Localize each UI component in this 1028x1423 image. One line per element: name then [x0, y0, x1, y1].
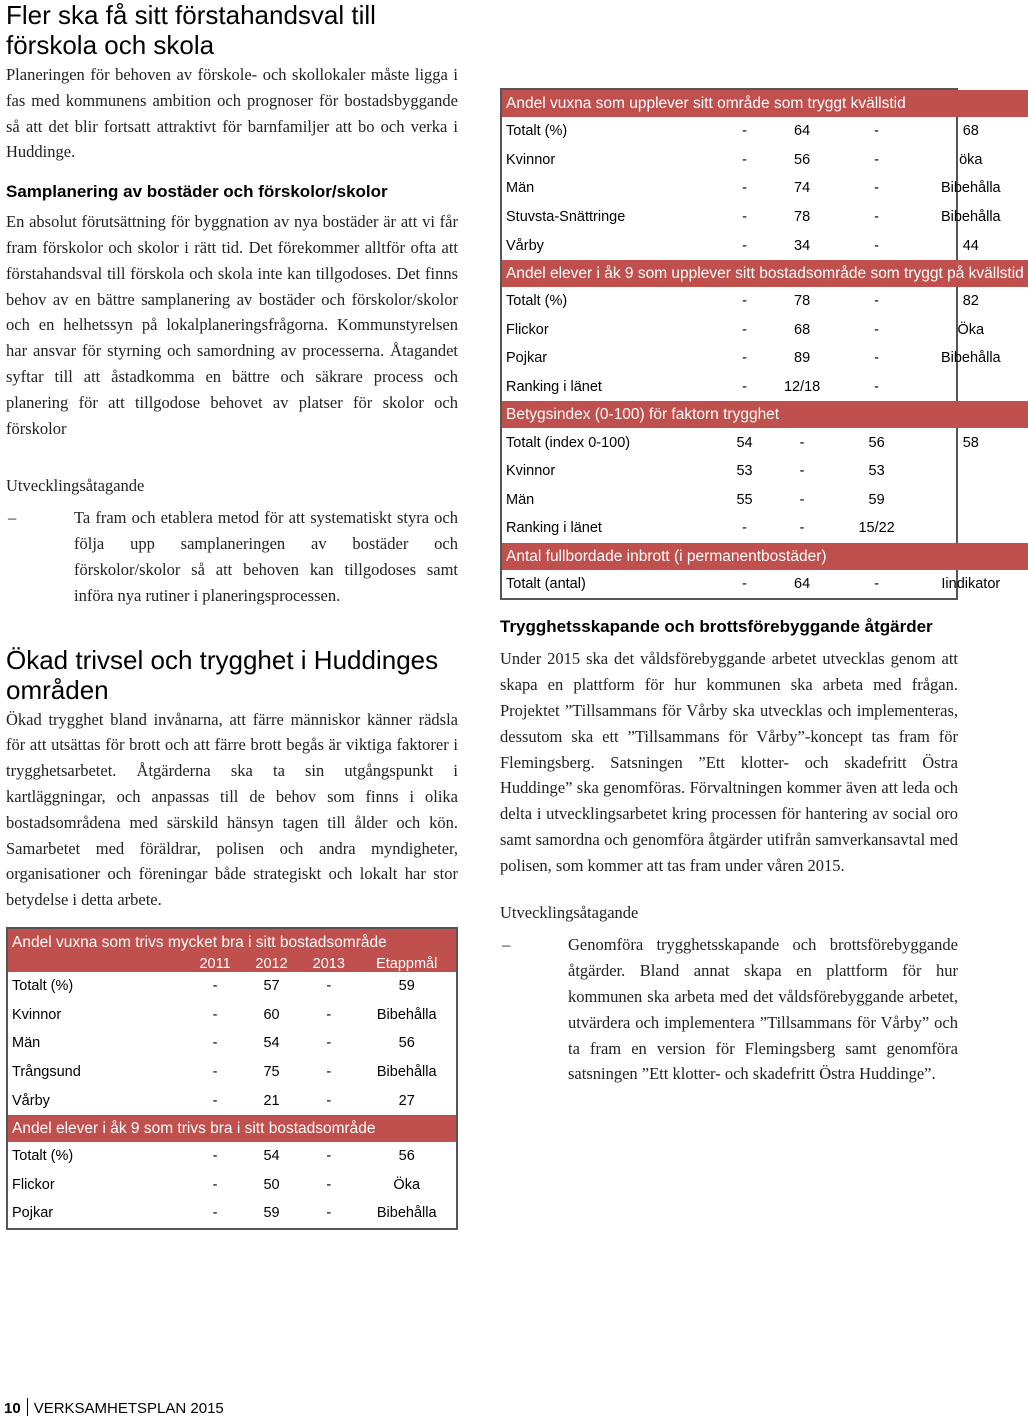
right-column	[500, 0, 1024, 1087]
table-cell: Bibehålla	[376, 1006, 437, 1023]
bullet-text: Genomföra trygghetsskapande och brottsförebyggande åtgärder. Bland annat skapa en plattform för hur kommunen ska arbeta med det våldsförebyggande arbetet, utvärdera och implementera ”Tillsammans för Vårby” och ta fram en version för Flemingsberg samt genomföra satsningen ”Ett klotter- och skadefritt Östra Huddinge”.	[568, 935, 958, 1084]
trygghet-paragraph: Under 2015 ska det våldsförebyggande arbetet utvecklas genom att skapa en plattform för hur kommunen ska arbeta med frågan. Projektet ”Tillsammans för Vårby ska utvecklas och implementeras, dessutom ska ett ”Tillsammans för Vårby”-koncept tas fram för Flemingsberg. Satsningen ”Ett klotter- och skadefritt Östra Huddinge” ska genomföras. Förvaltningen kommer även att leda och delta i utvecklingsarbetet kring processen för hantering av social oro samt samordna och genomföra åtgärder utifrån samverkansavtal med polisen, som kommer att tas fram under våren 2015.	[500, 649, 958, 875]
table-cell: 53	[736, 463, 753, 480]
table-header-row	[502, 260, 1028, 287]
rows-group	[502, 570, 1028, 599]
table-row	[502, 146, 1028, 175]
bullet-text: Ta fram och etablera metod för att systematiskt styra och följa upp samplaneringen av bostäder och förskolor/skolor så att behoven kan tillgodoses samt införa nya rutiner i planeringsprocessen.	[74, 508, 458, 605]
year-cell	[8, 956, 187, 972]
table-cell: -	[212, 1035, 218, 1052]
bullet-dash: –	[8, 508, 17, 528]
table-cell: 53	[868, 463, 885, 480]
row-label: Vårby	[506, 237, 544, 254]
trivsel-table	[6, 927, 458, 1230]
table-cell: -	[326, 1148, 332, 1165]
table-cell: 78	[794, 209, 811, 226]
year-cell: Etappmål	[357, 956, 456, 972]
table-cell: -	[212, 978, 218, 995]
row-label: Män	[506, 180, 535, 197]
table-cell: -	[799, 434, 805, 451]
table-cell: 68	[962, 123, 979, 140]
commitment-bullet	[500, 932, 958, 1087]
table-cell: 64	[794, 576, 811, 593]
row-label: Kvinnor	[506, 151, 556, 168]
table-cell: -	[742, 237, 747, 254]
table-cell: Bibehålla	[940, 209, 1001, 226]
table-row	[8, 1029, 456, 1058]
table-header: Andel elever i åk 9 som upplever sitt bostadsområde som tryggt på kvällstid	[502, 260, 1028, 287]
table-cell: 64	[794, 123, 811, 140]
table-row	[8, 1058, 456, 1087]
document-title: VERKSAMHETSPLAN 2015	[33, 1400, 224, 1417]
table-cell: -	[326, 1092, 332, 1109]
table-cell: 60	[263, 1006, 280, 1023]
heading-trygghetsskapande: Trygghetsskapande och brottsförebyggande åtgärder	[500, 617, 933, 637]
table-header: Andel vuxna som trivs mycket bra i sitt bostadsområde	[8, 929, 456, 956]
table-cell	[914, 514, 1028, 543]
table-cell: -	[742, 209, 747, 226]
table-header: Betygsindex (0-100) för faktorn trygghet	[502, 401, 1028, 428]
row-label: Män	[12, 1035, 41, 1052]
trivsel-paragraph: Ökad trygghet bland invånarna, att färre människor känner rädsla för att utsättas för brott och att färre brott begås är viktiga faktorer i trygghetsarbetet. Åtgärderna ska ta sin utgångspunkt i kartläggningar, och anpassas till de behov som finns i olika bostadsområdena med särskild hänsyn tagen till ålder och kön. Samarbetet med föräldrar, polisen och andra myndigheter, organisationer och föreningar både strategiskt och lokalt har stor betydelse i detta arbete.	[6, 709, 458, 910]
table-cell: Iindikator	[941, 576, 1001, 593]
table-cell: -	[212, 1148, 218, 1165]
table-cell: -	[874, 379, 880, 396]
table-cell: -	[742, 576, 747, 593]
table-row	[8, 1199, 456, 1228]
table-row	[8, 1001, 456, 1030]
table-cell: -	[874, 350, 880, 367]
table-cell: 15/22	[858, 520, 895, 537]
row-label: Totalt (%)	[506, 123, 568, 140]
table-row	[502, 203, 1028, 232]
table-row	[502, 373, 1028, 402]
table-cell: 54	[263, 1035, 280, 1052]
table-cell: 89	[794, 350, 811, 367]
bullet-dash: –	[502, 935, 511, 955]
table-cell: -	[742, 180, 747, 197]
table-cell: 58	[962, 434, 979, 451]
section-title-forstahandsval: Fler ska få sitt förstahandsval till förskola och skola	[6, 0, 376, 60]
table-row	[8, 1086, 456, 1115]
row-label: Totalt (antal)	[506, 576, 586, 593]
table-row	[502, 486, 1028, 515]
table-cell: 75	[263, 1064, 280, 1080]
table-row	[8, 1170, 456, 1199]
table-header-row	[502, 401, 1028, 428]
table-header: Andel elever i åk 9 som trivs bra i sitt bostadsområde	[8, 1115, 456, 1142]
table-cell: -	[874, 123, 880, 140]
row-label: Stuvsta-Snättringe	[506, 209, 626, 226]
row-label: Trångsund	[12, 1064, 81, 1080]
table-cell: -	[874, 293, 880, 310]
table-cell: -	[742, 123, 747, 140]
row-label: Kvinnor	[506, 463, 556, 480]
table-cell: 55	[736, 491, 753, 508]
table-cell: 54	[736, 434, 753, 451]
row-label: Ranking i länet	[506, 520, 602, 537]
row-label: Män	[506, 491, 535, 508]
table-cell: -	[742, 293, 747, 310]
table-cell: -	[212, 1006, 218, 1023]
row-label: Kvinnor	[12, 1006, 62, 1023]
rows-group	[502, 428, 1028, 542]
table-cell: 59	[263, 1205, 280, 1222]
table-cell: 68	[794, 321, 811, 338]
table-cell: Öka	[393, 1176, 421, 1193]
table-header-row	[8, 1115, 456, 1142]
rows-group	[502, 117, 1028, 260]
year-cell: 2013	[300, 956, 357, 972]
commitment-label: Utvecklingsåtagande	[6, 476, 145, 496]
table-header: Andel vuxna som upplever sitt område som tryggt kvällstid	[502, 90, 1028, 117]
table-row	[502, 514, 1028, 543]
page-footer	[4, 1398, 224, 1417]
table-cell: -	[326, 978, 332, 995]
table-row	[502, 570, 1028, 599]
table-cell: Bibehålla	[940, 350, 1001, 367]
table-cell: -	[874, 180, 880, 197]
rows-group	[8, 972, 456, 1115]
table-cell: -	[742, 520, 747, 537]
table-row	[502, 231, 1028, 260]
table-cell: 27	[398, 1092, 415, 1109]
heading-samplanering: Samplanering av bostäder och förskolor/skolor	[6, 182, 388, 202]
row-label: Pojkar	[506, 350, 548, 367]
table-cell: Bibehålla	[376, 1205, 437, 1222]
table-cell: -	[742, 350, 747, 367]
table-cell: -	[326, 1176, 332, 1193]
row-label: Flickor	[506, 321, 549, 338]
rows-group	[502, 287, 1028, 401]
table-cell: -	[326, 1006, 332, 1023]
table-cell: 82	[962, 293, 979, 310]
table-cell: -	[799, 491, 805, 508]
table-cell: öka	[959, 151, 983, 168]
table-row	[8, 972, 456, 1001]
row-label: Ranking i länet	[506, 379, 602, 396]
table-row	[502, 174, 1028, 203]
table-cell: -	[212, 1064, 218, 1080]
commitment-bullet	[6, 505, 458, 608]
table-cell: -	[742, 151, 747, 168]
table-cell: 54	[263, 1148, 280, 1165]
row-label: Vårby	[12, 1092, 50, 1109]
intro-paragraph: Planeringen för behoven av förskole- och skollokaler måste ligga i fas med kommunens ambition och prognoser för bostadsbyggande så att det blir fortsatt attraktivt för barnfamiljer att bo och verka i Huddinge.	[6, 65, 458, 162]
table-row	[502, 117, 1028, 146]
table-cell	[914, 373, 1028, 402]
row-label: Pojkar	[12, 1205, 54, 1222]
table-cell: 59	[398, 978, 415, 995]
table-cell: -	[212, 1092, 218, 1109]
table-cell: -	[742, 321, 747, 338]
table-cell	[914, 486, 1028, 515]
left-column	[6, 0, 458, 1230]
table-cell: 56	[398, 1035, 415, 1052]
section-title-trivsel: Ökad trivsel och trygghet i Huddinges områden	[6, 644, 439, 705]
table-row	[502, 344, 1028, 373]
footer-divider	[27, 1398, 28, 1416]
table-cell: 74	[794, 180, 811, 197]
table-cell: -	[874, 209, 880, 226]
table-cell: -	[326, 1205, 332, 1222]
table-row	[502, 316, 1028, 345]
table-row	[502, 428, 1028, 457]
table-cell: -	[212, 1176, 218, 1193]
table-header-row	[8, 929, 456, 956]
table-header-row	[502, 543, 1028, 570]
table-cell: Öka	[957, 321, 985, 338]
table-cell: 59	[868, 491, 885, 508]
table-cell: -	[874, 237, 880, 254]
row-label: Totalt (index 0-100)	[506, 434, 631, 451]
table-cell: -	[874, 576, 880, 593]
table-cell: -	[326, 1035, 332, 1052]
table-cell: 12/18	[783, 379, 821, 396]
row-label: Totalt (%)	[12, 978, 74, 995]
table-cell: -	[326, 1064, 332, 1080]
table-cell: 78	[794, 293, 811, 310]
table-cell	[914, 457, 1028, 486]
table-cell: Bibehålla	[940, 180, 1001, 197]
commitment-label: Utvecklingsåtagande	[500, 903, 639, 923]
table-cell: 56	[794, 151, 811, 168]
row-label: Totalt (%)	[506, 293, 568, 310]
table-cell: -	[874, 321, 880, 338]
year-cell: 2012	[243, 956, 300, 972]
table-cell: 50	[263, 1176, 280, 1193]
table-cell: 56	[398, 1148, 415, 1165]
table-cell: 21	[263, 1092, 280, 1109]
table-cell: 56	[868, 434, 885, 451]
trygghet-table	[500, 88, 1024, 600]
year-header-row	[8, 956, 456, 972]
table-header-row	[502, 90, 1028, 117]
table-cell: -	[799, 463, 805, 480]
row-label: Flickor	[12, 1176, 55, 1193]
row-label: Totalt (%)	[12, 1148, 74, 1165]
table-cell: -	[799, 520, 805, 537]
page-number: 10	[4, 1400, 21, 1417]
table-row	[8, 1142, 456, 1171]
table-cell: -	[742, 379, 747, 396]
samplanering-paragraph: En absolut förutsättning för byggnation av nya bostäder är att vi får fram förskolor och skolor i rätt tid. Det förekommer alltför ofta att förstahandsval till förskola och skola inte kan tillgodoses. Det finns behov av en bättre samplanering av bostäder och förskolor/skolor och en helhetssyn på lokalplaneringsfrågorna. Kommunstyrelsen har ansvar för styrning och samordning av processerna. Åtagandet syftar till att åstadkomma en bättre och säkrare process och planering för att tillgodose behovet av platser för skolor och förskolor	[6, 212, 458, 438]
table-header: Antal fullbordade inbrott (i permanentbostäder)	[502, 543, 1028, 570]
table-row	[502, 287, 1028, 316]
table-cell: Bibehålla	[376, 1064, 437, 1080]
table-cell: -	[212, 1205, 218, 1222]
rows-group	[8, 1142, 456, 1228]
table-cell: 44	[962, 237, 979, 254]
year-cell: 2011	[187, 956, 243, 972]
table-row	[502, 457, 1028, 486]
table-cell: 34	[794, 237, 811, 254]
table-cell: -	[874, 151, 880, 168]
table-cell: 57	[263, 978, 280, 995]
